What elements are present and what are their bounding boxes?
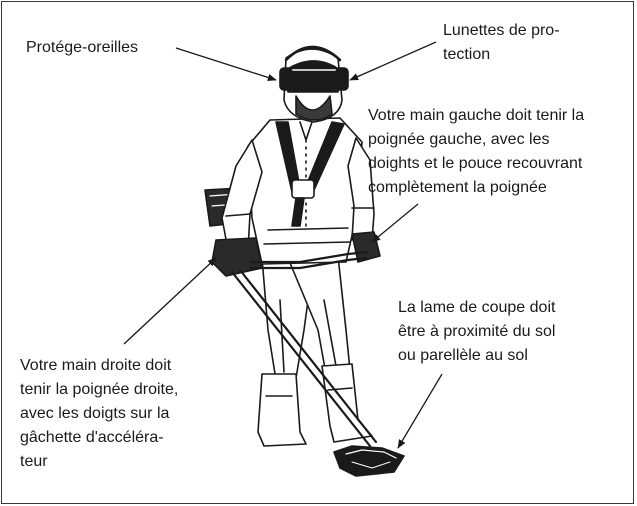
head [280, 47, 348, 122]
blade-arrow [398, 374, 442, 448]
ear-protection-arrow [176, 48, 276, 80]
label-right-hand-throttle: Votre main droite doit tenir la poignée droite, avec les doigts sur la gâchette d'accélérа- teur [20, 357, 179, 470]
left-hand-arrow [372, 204, 418, 242]
eye-protection-arrow [350, 42, 436, 80]
label-cutting-blade: La lame de coupe doit être à proximité du sol ou parellèle au sol [398, 299, 556, 364]
label-eye-protection: Lunettes de pro- tection [443, 22, 560, 63]
right-hand-arrow [124, 258, 216, 344]
legs [262, 256, 350, 380]
cutting-head [334, 446, 404, 476]
label-left-hand-grip: Votre main gauche doit tenir la poignée gauche, avec les doights et le pouce recouvrant complètement la poignée [368, 107, 585, 196]
label-ear-protection: Protége-oreilles [26, 39, 139, 56]
